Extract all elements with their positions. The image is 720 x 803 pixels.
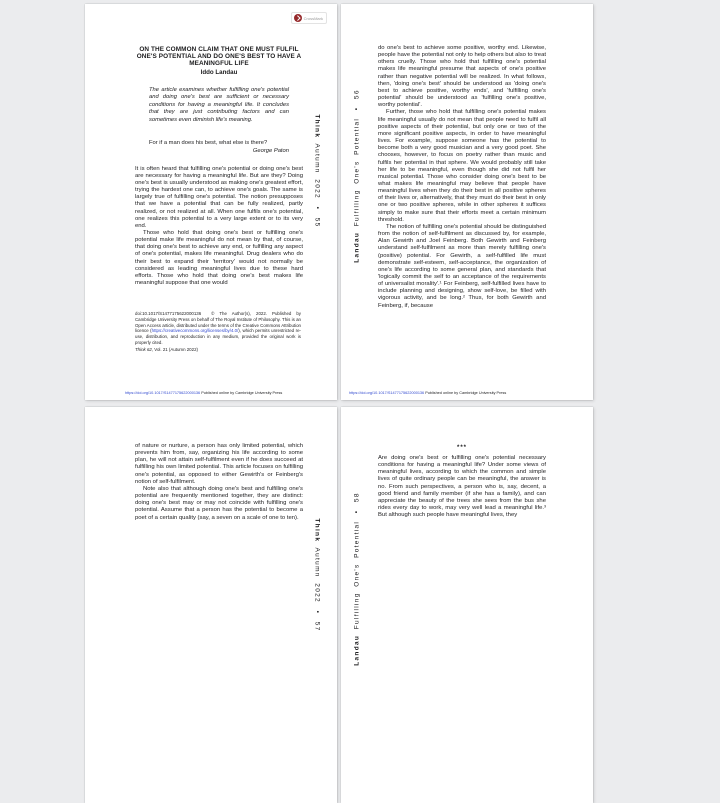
doi-text: doi:10.1017/S1477175622000136 bbox=[135, 311, 202, 317]
page-number: 58 bbox=[353, 492, 361, 503]
body-paragraph: of nature or nurture, a person has only limited potential, which prevents him from, say, organizing his life according to some plan, he will not attain self-fulfilment even if he does succeed at fulfilling his own limited potential. This article focuses on fulfilling one's potential, as opposed to either Gewirth's or Feinberg's notion of self-fulfilment. bbox=[135, 443, 303, 485]
body-text bbox=[378, 45, 546, 310]
journal-citation: Think 62, Vol. 21 (Autumn 2022) bbox=[135, 347, 198, 353]
copyright-text-end: ), which permits unrestricted re-use, distribution, and reproduction in any medium, provided the original work is properly cited. bbox=[135, 328, 301, 345]
body-paragraph: It is often heard that fulfilling one's potential or doing one's best are necessary for having a meaningful life. But are they? Doing one's best is usually understood as making one's greatest effort, trying the hardest one can, to achieve one's goals. The same is largely true of fulfilling one's potential. The notion presupposes that we have a potential that can be fully realized, partly realized, or not realized at all. When one fulfils one's potential, one realizes this potential to a very large extent or to its very end. bbox=[135, 165, 303, 229]
page-57 bbox=[85, 407, 337, 803]
page-56 bbox=[341, 4, 593, 400]
page-58-column bbox=[378, 445, 546, 519]
doi-footer-link[interactable]: https://doi.org/10.1017/S1477175622000136 bbox=[349, 391, 425, 395]
page-number: 56 bbox=[353, 89, 361, 100]
body-paragraph: Those who hold that doing one's best or fulfilling one's potential make life meaningful do not mean by that, of course, that doing one's best to achieve any end, or fulfilling any aspect of one's potential, makes life meaningful. Drug dealers who do their best to expand their 'territory' would not normally be considered as leading meaningful lives due to these hard efforts. Those who hold that doing one's best makes life meaningful suppose that one would bbox=[135, 229, 303, 287]
article-author: Iddo Landau bbox=[200, 68, 238, 76]
body-paragraph: do one's best to achieve some positive, worthy end. Likewise, people have the potential not only to help others but also to treat others cruelly. Those who hold that fulfilling one's potential makes life meaningful presume that aspects of one's positive rather than negative potential will be realized. In what follows, then, 'doing one's best' should be understood as 'doing one's best to achieve positive, worthy ends', and 'fulfilling one's potential' should be understood as 'fulfilling one's positive, worthy potential'. bbox=[378, 45, 546, 109]
body-paragraph: Note also that although doing one's best and fulfilling one's potential are frequently mentioned together, they are distinct: doing one's best may or may not coincide with fulfilling one's potential. Assume that a person has the potential to become a poet of a certain quality (say, a seven on a scale of one to ten). bbox=[135, 485, 303, 521]
article-abstract: The article examines whether fulfilling one's potential and doing one's best are sufficient or necessary conditions for having a meaningful life. It concludes that they are just contributing factors and can sometimes even diminish life's meaning. bbox=[149, 86, 289, 123]
body-paragraph: Further, those who hold that fulfilling one's potential makes life meaningful usually do not mean that people need to fulfil all positive aspects of their potential, but only one or two of the more significant positive aspects, in order to have meaningful lives. For example, suppose someone has the potential to become both a very good musician and a very good poet. She chooses, however, to focus on poetry rather than music and fulfils her potential in that sphere. We would probably still take her life to be meaningful, even though she did not fulfil her musical potential. Those who consider doing one's best to be what makes life meaningful may believe that people have meaningful lives when they do their best in all positive spheres of their lives or, alternatively, that they must do their best in only one or two positive spheres, while in other spheres it suffices simply to make sure that their efforts meet a certain minimum threshold. bbox=[378, 109, 546, 223]
body-text bbox=[135, 166, 303, 288]
doi-footer-text: Published online by Cambridge University Press bbox=[424, 391, 507, 395]
running-head-p57: Think Autumn 2022 • 57 bbox=[313, 518, 321, 632]
page-55 bbox=[85, 4, 337, 400]
section-break: *** bbox=[456, 445, 467, 451]
article-title: ON THE COMMON CLAIM THAT ONE MUST FULFIL ONE'S POTENTIAL AND DO ONE'S BEST TO HAVE A MEANINGFUL LIFE bbox=[136, 46, 302, 68]
page-number: 55 bbox=[313, 217, 321, 228]
licence-link[interactable]: https://creativecommons.org/licenses/by/4.0/ bbox=[151, 328, 239, 334]
bullet-separator: • bbox=[353, 106, 361, 111]
page-55-column bbox=[135, 46, 303, 353]
copyright-footnote bbox=[135, 311, 301, 353]
page-number: 57 bbox=[313, 621, 321, 632]
epigraph-attribution: George Paton bbox=[252, 147, 289, 154]
epigraph-quote: For if a man does his best, what else is there? bbox=[149, 139, 268, 146]
page-57-column bbox=[135, 443, 303, 522]
running-head-p55: Think Autumn 2022 • 55 bbox=[313, 114, 321, 228]
crossmark-badge[interactable] bbox=[291, 12, 327, 24]
body-text bbox=[135, 443, 303, 522]
copyright-text: © The Author(s), 2022. Published by Cambridge University Press on behalf of The Royal Institute of Philosophy. This is an Open Access article, distributed under the terms of the Creative Commons Attribution licence ( bbox=[135, 311, 301, 334]
running-head-p56: Landau Fulfilling One's Potential • 56 bbox=[353, 89, 361, 263]
doi-footer-link[interactable]: https://doi.org/10.1017/S1477175622000136 bbox=[125, 391, 201, 395]
doi-footer-text: Published online by Cambridge University Press bbox=[200, 391, 283, 395]
bullet-separator: • bbox=[313, 206, 321, 211]
page-56-column bbox=[378, 45, 546, 310]
body-paragraph: The notion of fulfilling one's potential should be distinguished from the notion of self-fulfilment as discussed by, for example, Alan Gewirth and Joel Feinberg. Both Gewirth and Feinberg understand self-fulfilment as more than merely fulfilling one's (positive) potential. For Gewirth, a self-fulfilled life must demonstrate self-esteem, self-acceptance, the organization of one's life according to some general plan, and standards that 'logically commit the self to an acceptance of the requirements of universalist morality'.¹ For Feinberg, self-fulfilled lives have to include planning and designing, show self-love, be filled with vigorous activity, and be long.² Thus, for both Gewirth and Feinberg, if, because bbox=[378, 223, 546, 309]
crossmark-label: CrossMark bbox=[303, 15, 323, 21]
running-head-p58: Landau Fulfilling One's Potential • 58 bbox=[353, 492, 361, 666]
published-online-footer bbox=[125, 391, 282, 395]
crossmark-icon bbox=[294, 14, 302, 22]
page-58 bbox=[341, 407, 593, 803]
body-text bbox=[378, 455, 546, 519]
bullet-separator: • bbox=[313, 610, 321, 615]
published-online-footer bbox=[349, 391, 506, 395]
body-paragraph: Are doing one's best or fulfilling one's potential necessary conditions for having a meaningful life? Under some views of meaningful lives, according to which the common and simple lives of quite ordinary people can be meaningful, the answer is no. From such perspectives, a person who is, say, decent, a good friend and family member (if she has a family), and can appreciate the beauty of the trees she sees from the bus she rides every day to work, may very well lead a meaningful life.³ But although such people have meaningful lives, they bbox=[378, 455, 546, 519]
bullet-separator: • bbox=[353, 509, 361, 514]
